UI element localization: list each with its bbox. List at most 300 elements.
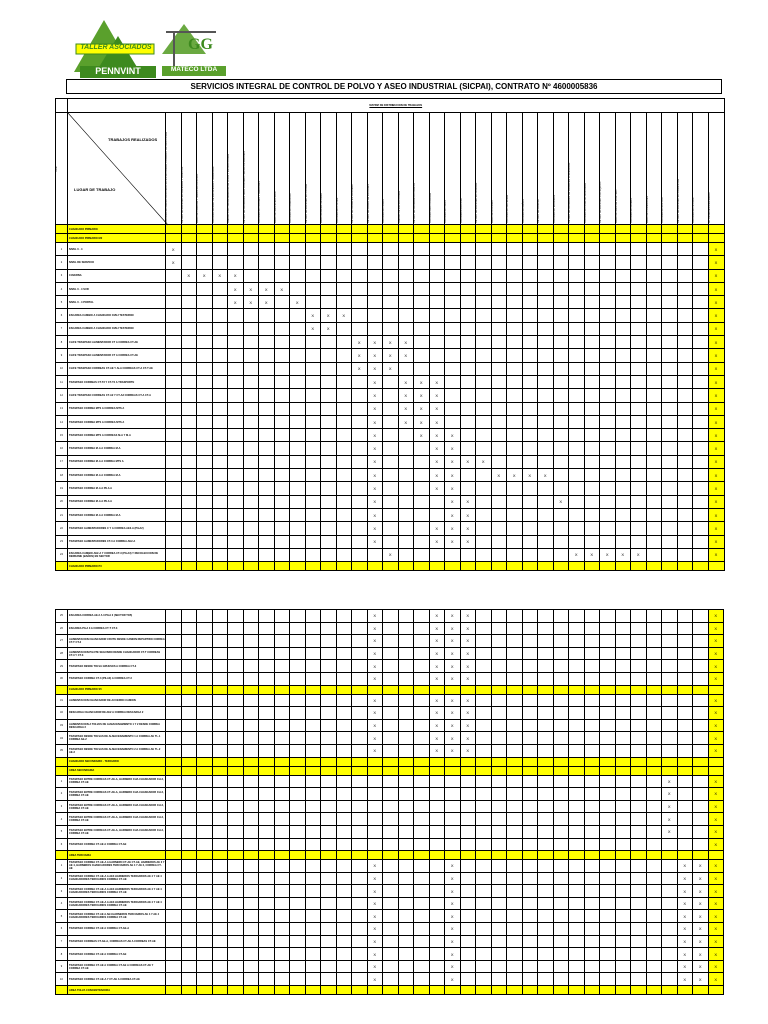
matrix-cell: [600, 469, 616, 482]
row-location-label: CLIFE TRASPASO ALIMENTADOR CT A CORREA CT-AE: [68, 349, 166, 362]
matrix-cell: [677, 282, 693, 295]
matrix-cell: [336, 672, 352, 685]
matrix-cell: [212, 923, 228, 936]
matrix-cell: [181, 610, 197, 623]
assigned-cell: X: [708, 415, 724, 428]
matrix-cell: [507, 775, 523, 788]
matrix-cell: [166, 672, 182, 685]
matrix-cell: [476, 885, 492, 898]
matrix-cell: [212, 610, 228, 623]
matrix-cell: [274, 800, 290, 813]
matrix-cell: [600, 872, 616, 885]
matrix-cell: [274, 660, 290, 673]
matrix-cell: [538, 429, 554, 442]
matrix-cell: [243, 322, 259, 335]
matrix-cell: X: [367, 872, 383, 885]
task-column-header: [569, 113, 585, 225]
matrix-cell: [553, 732, 569, 745]
row-location-label: TRASPASO ALIMENTADORES C Y A CORREA AE2-A (PILA2): [68, 522, 166, 535]
row-item-number: 10: [56, 362, 68, 375]
matrix-cell: [181, 495, 197, 508]
matrix-cell: X: [445, 660, 461, 673]
matrix-cell: [646, 647, 662, 660]
matrix-cell: [414, 948, 430, 961]
matrix-cell: [507, 872, 523, 885]
matrix-cell: [274, 860, 290, 873]
matrix-cell: [243, 455, 259, 468]
matrix-cell: [584, 455, 600, 468]
matrix-cell: [631, 269, 647, 282]
matrix-cell: [259, 402, 275, 415]
section-row-cell: [708, 234, 724, 243]
section-row-cell: [693, 225, 709, 234]
matrix-cell: [352, 838, 368, 851]
matrix-cell: [181, 788, 197, 801]
matrix-cell: [677, 548, 693, 561]
row-item-number: 26: [56, 622, 68, 635]
matrix-cell: [367, 548, 383, 561]
task-column-header: [476, 113, 492, 225]
matrix-cell: [615, 243, 631, 256]
matrix-cell: [336, 469, 352, 482]
row-location-label: TRASPASO CORREA M-A A PILA A: [68, 482, 166, 495]
section-row-cell: [414, 766, 430, 775]
matrix-cell: [398, 825, 414, 838]
matrix-cell: X: [460, 694, 476, 707]
matrix-cell: [662, 296, 678, 309]
matrix-cell: [243, 349, 259, 362]
matrix-cell: [181, 647, 197, 660]
matrix-cell: [321, 415, 337, 428]
matrix-cell: [290, 508, 306, 521]
matrix-cell: [352, 860, 368, 873]
matrix-cell: [305, 672, 321, 685]
matrix-cell: [181, 860, 197, 873]
matrix-cell: [336, 442, 352, 455]
section-row-cell: [228, 685, 244, 694]
matrix-cell: [476, 923, 492, 936]
matrix-cell: X: [321, 309, 337, 322]
section-row-cell: [352, 851, 368, 860]
section-row-cell: [693, 562, 709, 571]
matrix-cell: [336, 744, 352, 757]
matrix-cell: [693, 362, 709, 375]
row-item-number: 4: [56, 897, 68, 910]
table-row: [56, 635, 724, 648]
matrix-cell: [290, 375, 306, 388]
matrix-cell: X: [367, 349, 383, 362]
matrix-cell: [600, 838, 616, 851]
matrix-cell: [414, 910, 430, 923]
matrix-cell: [274, 442, 290, 455]
matrix-cell: [181, 429, 197, 442]
matrix-cell: [677, 469, 693, 482]
section-row-cell: [212, 234, 228, 243]
matrix-cell: [522, 349, 538, 362]
matrix-cell: [507, 243, 523, 256]
table-row: [56, 800, 724, 813]
matrix-cell: [491, 744, 507, 757]
section-row: [56, 225, 725, 234]
matrix-cell: [553, 442, 569, 455]
matrix-cell: [460, 296, 476, 309]
matrix-cell: [274, 322, 290, 335]
matrix-cell: [476, 508, 492, 521]
section-row-cell: [631, 562, 647, 571]
row-location-label: CLIFE TRASPASO ALIMENTADOR CT A CORREA CT-AE: [68, 336, 166, 349]
matrix-cell: [243, 935, 259, 948]
matrix-cell: [383, 885, 399, 898]
row-item-number: 5: [56, 825, 68, 838]
matrix-cell: [166, 744, 182, 757]
matrix-cell: [507, 813, 523, 826]
matrix-cell: [445, 548, 461, 561]
matrix-cell: [553, 269, 569, 282]
matrix-cell: [352, 442, 368, 455]
matrix-cell: [615, 719, 631, 732]
section-row-cell: [274, 851, 290, 860]
matrix-cell: [662, 389, 678, 402]
matrix-cell: [662, 622, 678, 635]
matrix-cell: [631, 800, 647, 813]
matrix-cell: [305, 495, 321, 508]
matrix-cell: X: [212, 269, 228, 282]
matrix-cell: [367, 243, 383, 256]
matrix-cell: [460, 800, 476, 813]
table-row: [56, 775, 724, 788]
table-row: [56, 415, 725, 428]
matrix-cell: [677, 535, 693, 548]
row-location-label: TRASPASO CORREA CT-AE-A Y CT-AE A CORREA CT-AE: [68, 973, 166, 986]
matrix-cell: [181, 719, 197, 732]
matrix-cell: [445, 336, 461, 349]
matrix-cell: [491, 535, 507, 548]
matrix-cell: [290, 442, 306, 455]
matrix-cell: [662, 535, 678, 548]
matrix-cell: [181, 707, 197, 720]
matrix-cell: [228, 935, 244, 948]
matrix-cell: [305, 923, 321, 936]
matrix-cell: [507, 495, 523, 508]
matrix-cell: X: [429, 482, 445, 495]
task-column-header: [398, 113, 414, 225]
matrix-cell: [615, 389, 631, 402]
task-column-label: LIMPIEZA DE TABLEROS: [552, 194, 556, 223]
matrix-cell: [631, 622, 647, 635]
matrix-cell: [460, 349, 476, 362]
matrix-cell: [491, 660, 507, 673]
section-row-cell: [584, 562, 600, 571]
section-row-cell: [708, 225, 724, 234]
matrix-cell: [181, 508, 197, 521]
matrix-cell: [383, 910, 399, 923]
matrix-cell: [290, 788, 306, 801]
matrix-cell: [367, 269, 383, 282]
matrix-cell: [522, 813, 538, 826]
matrix-cell: [646, 322, 662, 335]
matrix-cell: [646, 296, 662, 309]
matrix-cell: [677, 389, 693, 402]
section-row-cell: [646, 986, 662, 995]
table-row: [56, 788, 724, 801]
matrix-cell: [290, 707, 306, 720]
matrix-cell: [166, 948, 182, 961]
section-row-cell: [708, 986, 724, 995]
matrix-cell: [197, 455, 213, 468]
row-item-number: 25: [56, 610, 68, 623]
matrix-cell: [631, 635, 647, 648]
matrix-cell: X: [445, 647, 461, 660]
matrix-cell: [259, 455, 275, 468]
section-row: [56, 685, 724, 694]
section-row-cell: [166, 986, 182, 995]
matrix-cell: [569, 309, 585, 322]
matrix-cell: X: [305, 309, 321, 322]
matrix-cell: X: [243, 296, 259, 309]
matrix-cell: [398, 775, 414, 788]
matrix-cell: [228, 610, 244, 623]
section-row-cell: [476, 562, 492, 571]
section-row-cell: [212, 766, 228, 775]
matrix-cell: [166, 548, 182, 561]
matrix-cell: [522, 548, 538, 561]
matrix-cell: [181, 622, 197, 635]
matrix-cell: X: [677, 960, 693, 973]
matrix-cell: [553, 535, 569, 548]
matrix-cell: [321, 647, 337, 660]
matrix-cell: X: [336, 309, 352, 322]
matrix-cell: [460, 775, 476, 788]
matrix-cell: [274, 672, 290, 685]
matrix-cell: [290, 948, 306, 961]
row-location-label: TRASPASO CORREA CT-AE A CORREA CT-AE: [68, 948, 166, 961]
matrix-cell: X: [383, 336, 399, 349]
matrix-cell: [584, 647, 600, 660]
matrix-cell: [538, 960, 554, 973]
row-item-number: 11: [56, 375, 68, 388]
row-location-label: TRASPASO CORREA CT-AE A CORREA CT-AE-A: [68, 923, 166, 936]
section-row-cell: [336, 986, 352, 995]
matrix-cell: [646, 719, 662, 732]
matrix-cell: [166, 923, 182, 936]
section-row-cell: [460, 766, 476, 775]
matrix-cell: X: [429, 402, 445, 415]
matrix-cell: [352, 495, 368, 508]
matrix-cell: [693, 775, 709, 788]
matrix-cell: [584, 825, 600, 838]
matrix-cell: [290, 243, 306, 256]
assigned-cell: X: [708, 825, 724, 838]
matrix-cell: [662, 672, 678, 685]
matrix-cell: [522, 296, 538, 309]
row-item-number: 2: [56, 256, 68, 269]
matrix-cell: [569, 256, 585, 269]
matrix-cell: X: [445, 885, 461, 898]
matrix-cell: [445, 415, 461, 428]
matrix-cell: [507, 935, 523, 948]
section-row-cell: [522, 766, 538, 775]
matrix-cell: [321, 860, 337, 873]
matrix-cell: [290, 389, 306, 402]
matrix-cell: [476, 610, 492, 623]
matrix-cell: [553, 647, 569, 660]
task-column-header: [166, 113, 182, 225]
matrix-cell: [290, 973, 306, 986]
matrix-cell: [662, 375, 678, 388]
matrix-cell: [166, 482, 182, 495]
task-column-label: LIMPIEZA DE BARRO CORTINA/CHUTES DE CARGA, CORREA Y ESTRUCTURAS: [165, 131, 168, 223]
matrix-cell: [569, 635, 585, 648]
matrix-cell: [600, 610, 616, 623]
matrix-cell: [693, 309, 709, 322]
matrix-cell: [677, 442, 693, 455]
matrix-cell: [259, 923, 275, 936]
matrix-cell: [383, 269, 399, 282]
matrix-cell: [538, 788, 554, 801]
matrix-cell: [181, 910, 197, 923]
matrix-cell: X: [367, 707, 383, 720]
matrix-cell: [336, 362, 352, 375]
section-row-cell: [321, 851, 337, 860]
matrix-table-page2: [55, 609, 724, 995]
section-row-cell: [274, 234, 290, 243]
section-row-cell: [197, 986, 213, 995]
matrix-cell: [507, 548, 523, 561]
assigned-cell: X: [708, 402, 724, 415]
assigned-cell: X: [708, 744, 724, 757]
matrix-cell: [212, 375, 228, 388]
matrix-cell: [274, 429, 290, 442]
matrix-cell: [197, 256, 213, 269]
matrix-cell: [166, 508, 182, 521]
matrix-cell: [166, 885, 182, 898]
section-row-cell: [383, 851, 399, 860]
matrix-cell: [677, 349, 693, 362]
matrix-cell: [538, 442, 554, 455]
matrix-cell: X: [662, 788, 678, 801]
matrix-cell: [398, 455, 414, 468]
matrix-cell: [491, 694, 507, 707]
matrix-cell: [631, 282, 647, 295]
matrix-cell: [507, 309, 523, 322]
matrix-cell: [429, 349, 445, 362]
row-item-number: 6: [56, 923, 68, 936]
section-row-cell: [166, 757, 182, 766]
assigned-cell: X: [708, 800, 724, 813]
matrix-cell: [290, 349, 306, 362]
matrix-cell: [181, 838, 197, 851]
section-row-cell: [646, 225, 662, 234]
matrix-cell: [615, 269, 631, 282]
assigned-cell: X: [708, 349, 724, 362]
matrix-cell: [197, 707, 213, 720]
matrix-cell: [538, 973, 554, 986]
matrix-cell: X: [352, 336, 368, 349]
section-row-cell: [553, 562, 569, 571]
matrix-cell: [305, 910, 321, 923]
matrix-cell: X: [445, 442, 461, 455]
matrix-cell: [243, 535, 259, 548]
matrix-cell: [290, 838, 306, 851]
matrix-cell: [398, 860, 414, 873]
matrix-cell: [662, 429, 678, 442]
matrix-cell: [383, 825, 399, 838]
matrix-cell: [553, 719, 569, 732]
matrix-cell: [507, 719, 523, 732]
matrix-cell: [615, 948, 631, 961]
matrix-cell: [243, 429, 259, 442]
matrix-cell: [414, 960, 430, 973]
matrix-cell: [646, 389, 662, 402]
matrix-cell: [181, 973, 197, 986]
section-row-cell: [615, 986, 631, 995]
matrix-cell: [305, 635, 321, 648]
matrix-cell: [181, 336, 197, 349]
task-column-header: [538, 113, 554, 225]
task-column-label: RETIRO DE MATERIAL EN BOMBAS: [475, 182, 478, 223]
matrix-cell: [584, 495, 600, 508]
matrix-cell: [228, 508, 244, 521]
matrix-cell: [243, 800, 259, 813]
matrix-cell: [429, 910, 445, 923]
matrix-cell: [166, 935, 182, 948]
matrix-cell: [352, 960, 368, 973]
matrix-cell: [414, 610, 430, 623]
matrix-cell: [553, 744, 569, 757]
matrix-cell: [166, 719, 182, 732]
matrix-cell: X: [367, 860, 383, 873]
matrix-cell: [414, 744, 430, 757]
section-row-cell: [290, 234, 306, 243]
section-row-cell: [336, 766, 352, 775]
matrix-cell: [615, 469, 631, 482]
matrix-cell: X: [677, 935, 693, 948]
matrix-cell: [259, 872, 275, 885]
matrix-cell: X: [228, 269, 244, 282]
matrix-cell: [336, 375, 352, 388]
matrix-cell: [615, 923, 631, 936]
matrix-cell: [290, 455, 306, 468]
matrix-cell: X: [243, 282, 259, 295]
section-row-cell: [367, 225, 383, 234]
section-row: [56, 757, 724, 766]
matrix-cell: [522, 788, 538, 801]
matrix-cell: [212, 960, 228, 973]
matrix-cell: [336, 256, 352, 269]
matrix-cell: [646, 469, 662, 482]
matrix-cell: [274, 948, 290, 961]
matrix-cell: [569, 375, 585, 388]
row-item-number: 23: [56, 535, 68, 548]
section-row-cell: [569, 685, 585, 694]
matrix-cell: [553, 362, 569, 375]
matrix-cell: [197, 672, 213, 685]
matrix-cell: [181, 885, 197, 898]
matrix-cell: [383, 469, 399, 482]
matrix-cell: [321, 973, 337, 986]
matrix-cell: [398, 672, 414, 685]
matrix-cell: [383, 322, 399, 335]
section-row-cell: [631, 851, 647, 860]
matrix-cell: [197, 719, 213, 732]
section-row-cell: [228, 562, 244, 571]
section-title: CHANCADO SECUNDARIO - TERCIARIO: [68, 757, 166, 766]
section-title: AREA TOLVA CONCENTRADORA: [68, 986, 166, 995]
matrix-cell: [383, 375, 399, 388]
matrix-cell: [476, 522, 492, 535]
task-column-header: [243, 113, 259, 225]
matrix-cell: [274, 548, 290, 561]
